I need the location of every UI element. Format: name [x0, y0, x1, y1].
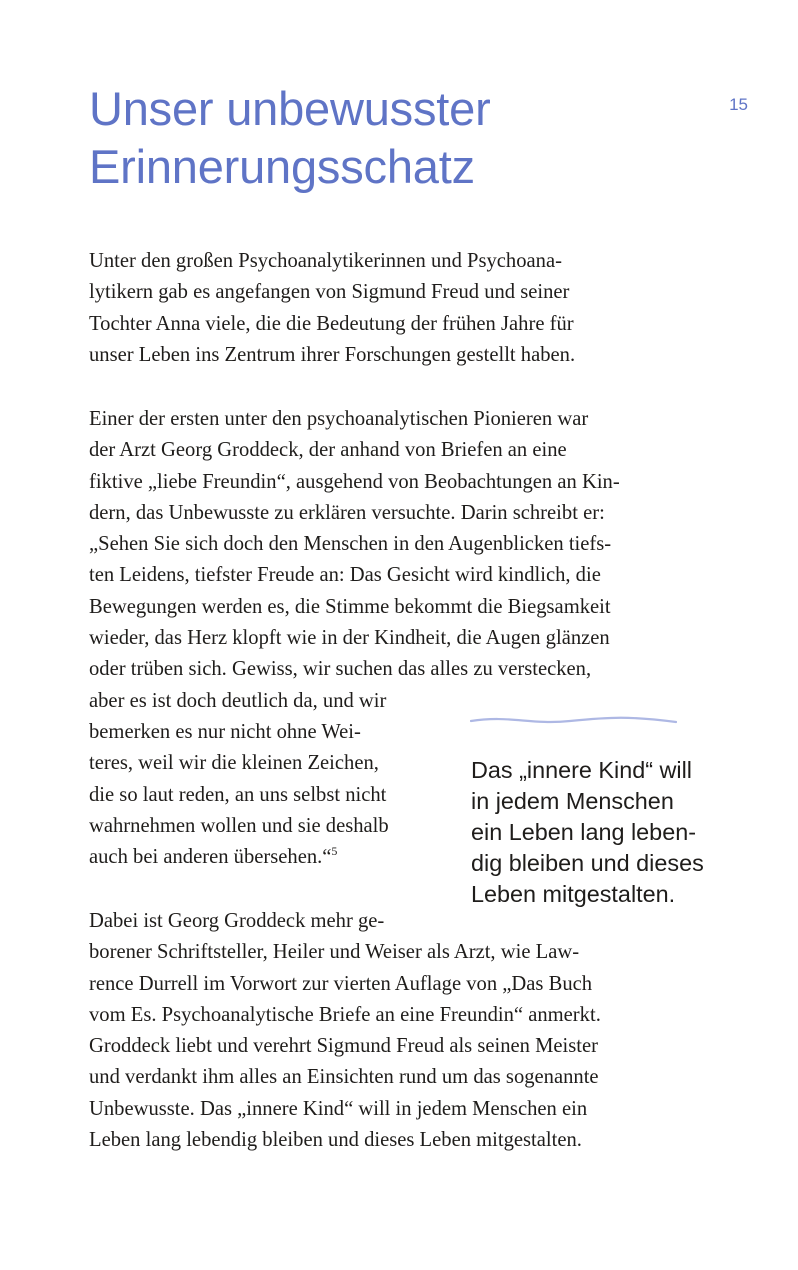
text-line: der Arzt Georg Groddeck, der anhand von Briefen an eine	[89, 439, 567, 462]
wave-divider-icon	[470, 710, 677, 730]
text-line: Unter den großen Psychoanalytikerinnen und Psychoana-	[89, 250, 562, 272]
title-line: Unser unbewusster	[89, 82, 491, 135]
text-line: wieder, das Herz klopft wie in der Kindheit, die Augen glänzen	[89, 627, 610, 650]
text-line: Groddeck liebt und verehrt Sigmund Freud als seinen Meister	[89, 1035, 599, 1058]
pull-quote-line: Leben mitgestalten.	[471, 881, 676, 907]
text-line: lytikern gab es angefangen von Sigmund Freud und seiner	[89, 281, 570, 304]
pull-quote	[470, 710, 750, 910]
text-line: Einer der ersten unter den psychoanalytischen Pionieren war	[89, 408, 589, 430]
text-line: Dabei ist Georg Groddeck mehr ge-	[89, 910, 385, 932]
text-line: dern, das Unbewusste zu erklären versuchte. Darin schreibt er:	[89, 501, 605, 524]
text-line: unser Leben ins Zentrum ihrer Forschungen gestellt haben.	[89, 343, 576, 366]
pull-quote-line: Das „innere Kind“ will	[471, 757, 692, 783]
text-line: Unbewusste. Das „innere Kind“ will in jedem Menschen ein	[89, 1097, 588, 1120]
page-title	[89, 80, 689, 196]
text-line: auch bei anderen übersehen.“	[89, 846, 332, 869]
pull-quote-text	[471, 755, 750, 910]
pull-quote-line: ein Leben lang leben-	[471, 819, 696, 845]
text-line: ten Leidens, tiefster Freude an: Das Gesicht wird kindlich, die	[89, 564, 601, 587]
title-line: Erinnerungsschatz	[89, 140, 475, 193]
text-line: borener Schriftsteller, Heiler und Weiser als Arzt, wie Law-	[89, 941, 580, 964]
text-line: Bewegungen werden es, die Stimme bekommt die Biegsamkeit	[89, 595, 611, 618]
text-line: Tochter Anna viele, die die Bedeutung der frühen Jahre für	[89, 312, 574, 335]
text-line: „Sehen Sie sich doch den Menschen in den Augenblicken tiefs-	[89, 533, 612, 556]
text-line: vom Es. Psychoanalytische Briefe an eine Freundin“ anmerkt.	[89, 1003, 601, 1026]
text-line: fiktive „liebe Freundin“, ausgehend von Beobachtungen an Kin-	[89, 470, 620, 493]
text-line: Leben lang lebendig bleiben und dieses Leben mitgestalten.	[89, 1129, 582, 1152]
text-line: rence Durrell im Vorwort zur vierten Auflage von „Das Buch	[89, 972, 593, 995]
text-line: und verdankt ihm alles an Einsichten rund um das sogenannte	[89, 1066, 599, 1089]
text-line: die so laut reden, an uns selbst nicht	[89, 783, 387, 806]
pull-quote-line: dig bleiben und dieses	[471, 850, 704, 876]
text-line: wahrnehmen wollen und sie deshalb	[89, 814, 389, 837]
page-number: 15	[729, 95, 748, 114]
footnote-marker: 5	[331, 844, 338, 859]
text-line: aber es ist doch deutlich da, und wir	[89, 689, 387, 712]
text-line: bemerken es nur nicht ohne Wei-	[89, 720, 361, 743]
text-line: oder trüben sich. Gewiss, wir suchen das alles zu verstecken,	[89, 658, 592, 681]
pull-quote-line: in jedem Menschen	[471, 788, 674, 814]
text-line-with-footnote	[89, 842, 435, 873]
text-line: teres, weil wir die kleinen Zeichen,	[89, 752, 379, 775]
paragraph-intro	[89, 246, 679, 371]
paragraph-closing	[89, 906, 679, 1156]
